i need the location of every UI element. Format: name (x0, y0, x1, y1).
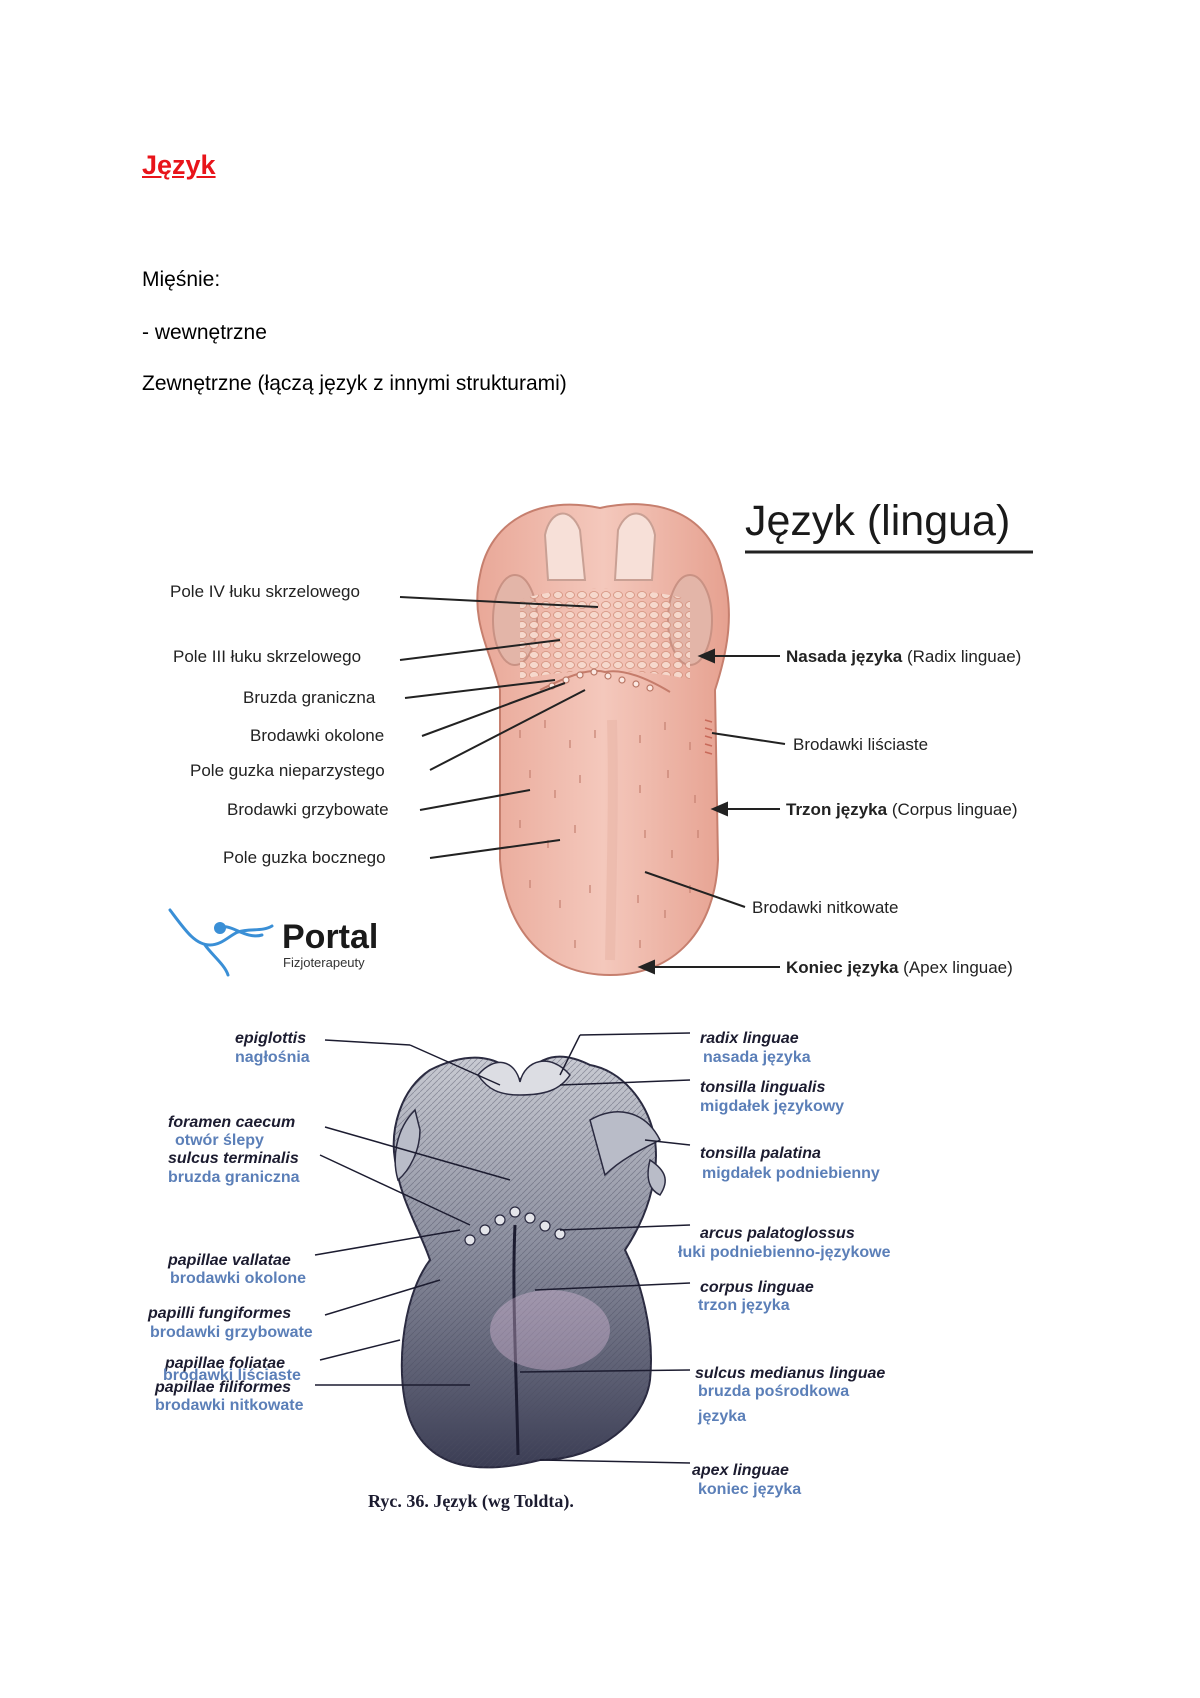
label-bruzda-graniczna: Bruzda graniczna (243, 688, 376, 707)
pl-brodawki-lisciaste: brodawki liściaste (163, 1367, 301, 1384)
pl-migdalek-podniebienny: migdałek podniebienny (702, 1165, 880, 1182)
label-koniec-jezyka: Koniec języka (Apex linguae) (786, 958, 1013, 977)
latin-papillae-foliatae: papillae foliatae (165, 1355, 286, 1372)
pl-naglosnia: nagłośnia (235, 1049, 310, 1066)
pl-luki-podniebienno-jezykowe: łuki podniebienno-językowe (678, 1244, 891, 1261)
pl-brodawki-okolone: brodawki okolone (170, 1270, 307, 1287)
pl-migdalek-jezykowy: migdałek językowy (700, 1098, 845, 1115)
pl-nasada-jezyka: nasada języka (703, 1049, 811, 1066)
latin-tonsilla-lingualis: tonsilla lingualis (700, 1079, 826, 1096)
label-trzon-jezyka: Trzon języka (Corpus linguae) (786, 800, 1018, 819)
latin-apex-linguae: apex linguae (692, 1462, 789, 1479)
latin-arcus-palatoglossus: arcus palatoglossus (700, 1225, 855, 1242)
latin-sulcus-medianus: sulcus medianus linguae (695, 1365, 886, 1382)
pl-jezyka: języka (698, 1408, 747, 1425)
paragraph-internal: - wewnętrzne (142, 321, 267, 344)
label-pole-iv: Pole IV łuku skrzelowego (170, 582, 360, 601)
label-brodawki-grzybowate: Brodawki grzybowate (227, 800, 389, 819)
latin-papillae-vallatae: papillae vallatae (168, 1252, 291, 1269)
latin-radix-linguae: radix linguae (700, 1030, 799, 1047)
latin-corpus-linguae: corpus linguae (700, 1279, 814, 1296)
label-pole-guzka-nieparzystego: Pole guzka nieparzystego (190, 761, 385, 780)
latin-papilli-fungiformes: papilli fungiformes (148, 1305, 292, 1322)
figure1-heading: Język (lingua) (745, 497, 1011, 545)
paragraph-muscles: Mięśnie: (142, 268, 221, 291)
portal-logo-sub: Fizjoterapeuty (283, 955, 365, 970)
pl-trzon-jezyka: trzon języka (698, 1297, 790, 1314)
latin-foramen-caecum: foramen caecum (168, 1114, 296, 1131)
toldt-tongue-illustration (394, 1057, 665, 1468)
figure2-caption: Ryc. 36. Język (wg Toldta). (368, 1491, 574, 1511)
label-pole-iii: Pole III łuku skrzelowego (173, 647, 362, 666)
pl-otwor-slepy: otwór ślepy (175, 1132, 264, 1149)
paragraph-external: Zewnętrzne (łączą język z innymi strukturami) (142, 372, 567, 395)
label-brodawki-okolone: Brodawki okolone (250, 726, 385, 745)
latin-papillae-filiformes: papillae filiformes (155, 1379, 292, 1396)
pl-brodawki-grzybowate: brodawki grzybowate (150, 1324, 313, 1341)
pl-bruzda-graniczna: bruzda graniczna (168, 1169, 300, 1186)
latin-epiglottis: epiglottis (235, 1030, 307, 1047)
pl-bruzda-posrodkowa: bruzda pośrodkowa (698, 1383, 850, 1400)
pl-brodawki-nitkowate: brodawki nitkowate (155, 1397, 304, 1414)
latin-sulcus-terminalis: sulcus terminalis (168, 1150, 299, 1167)
label-nasada-jezyka: Nasada języka (Radix linguae) (786, 647, 1022, 666)
label-pole-guzka-bocznego: Pole guzka bocznego (223, 848, 386, 867)
label-brodawki-nitkowate: Brodawki nitkowate (752, 898, 899, 917)
label-brodawki-lisciaste: Brodawki liściaste (793, 735, 929, 754)
pl-koniec-jezyka: koniec języka (698, 1481, 802, 1498)
portal-logo-name: Portal (282, 918, 379, 956)
document-title: Język (142, 150, 216, 180)
latin-tonsilla-palatina: tonsilla palatina (700, 1145, 821, 1162)
